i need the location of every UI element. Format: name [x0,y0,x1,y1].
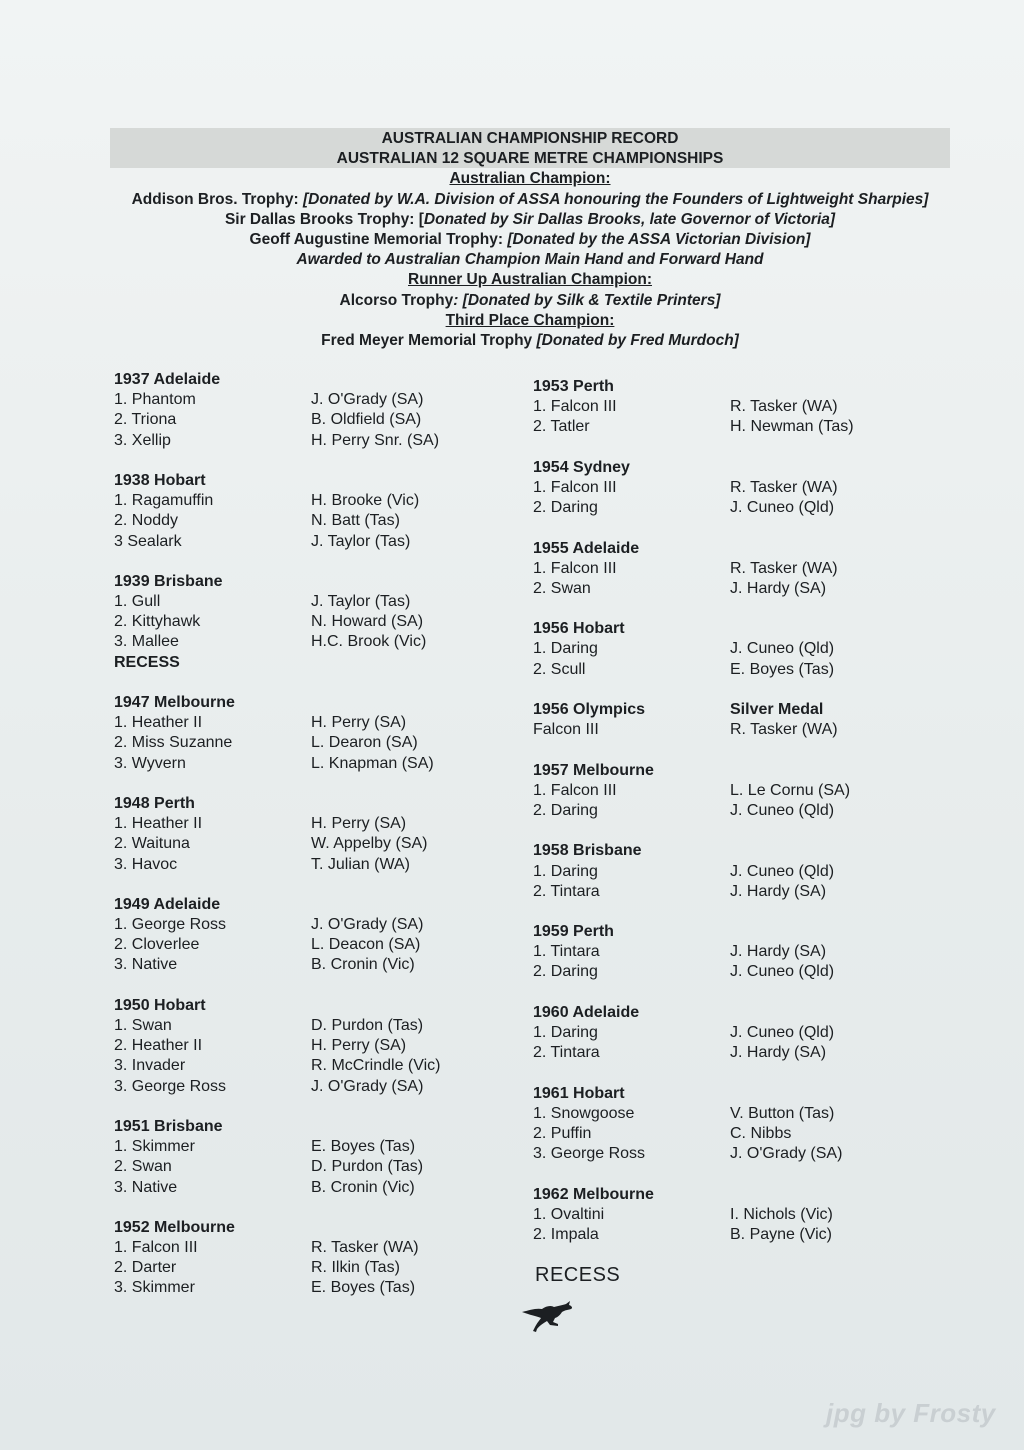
third-place-heading: Third Place Champion: [445,311,615,329]
skipper-name: J. Taylor (Tas) [311,532,411,550]
result-row [114,915,514,935]
addison-trophy: Addison Bros. Trophy: [Donated by W.A. Division of ASSA honouring the Founders of Lightweight Sharpies] [131,190,929,208]
result-row [533,559,933,579]
skipper-name: J. Cuneo (Qld) [730,801,835,819]
boat-name: 1. Skimmer [114,1138,195,1156]
result-row [114,612,514,632]
boat-name: 2. Puffin [533,1124,592,1142]
boat-name: 3. George Ross [533,1145,646,1163]
skipper-name: J. Hardy (SA) [730,579,827,597]
result-row [533,417,933,437]
event-block [114,1218,514,1299]
skipper-name: R. Tasker (WA) [311,1239,419,1257]
meyer-trophy: Fred Meyer Memorial Trophy [Donated by Fred Murdoch] [321,332,739,350]
boat-name: 3. Havoc [114,855,178,873]
result-row [114,733,514,753]
boat-name: 3 Sealark [114,532,182,550]
boat-name: 2. Noddy [114,512,179,530]
watermark: jpg by Frosty [826,1398,996,1428]
boat-name: 1. Daring [533,640,598,658]
boat-name: 1. Falcon III [533,478,617,496]
event-title-left: 1956 Olympics [533,701,646,718]
result-row [533,942,933,962]
boat-name: 2. Darter [114,1259,177,1277]
boat-name: 1. Tintara [533,943,600,961]
skipper-name: B. Payne (Vic) [730,1225,832,1243]
event-block [533,761,933,822]
boat-name: 3. George Ross [114,1077,227,1095]
augustine-trophy: Geoff Augustine Memorial Trophy: [Donated by the ASSA Victorian Division] [249,231,811,249]
result-row [114,855,514,875]
left-results-column [114,370,514,1319]
event-title: 1953 Perth [533,378,614,395]
boat-name: 3. Native [114,1178,178,1196]
skipper-name: L. Le Cornu (SA) [730,781,851,799]
skipper-name: J. Hardy (SA) [730,882,827,900]
skipper-name: N. Howard (SA) [311,613,424,631]
skipper-name: R. Ilkin (Tas) [311,1259,400,1277]
result-row [114,1016,514,1036]
result-row [114,1077,514,1097]
boat-name: 2. Tatler [533,418,590,436]
result-row [114,935,514,955]
boat-name: 1. Falcon III [533,781,617,799]
skipper-name: T. Julian (WA) [311,855,410,873]
boat-name: 3. Xellip [114,431,171,449]
event-block [533,1185,933,1246]
boat-name: 1. George Ross [114,916,227,934]
event-title: 1954 Sydney [533,458,630,476]
skipper-name: R. Tasker (WA) [730,721,838,739]
event-block [533,377,933,438]
skipper-name: L. Knapman (SA) [311,754,434,772]
event-block [114,1117,514,1198]
boat-name: 1. Gull [114,593,161,611]
boat-name: 2. Heather II [114,1037,203,1055]
result-row [533,962,933,982]
event-block [533,700,933,740]
result-row [114,491,514,511]
event-title: 1959 Perth [533,923,614,941]
skipper-name: L. Deacon (SA) [311,936,421,954]
result-row [114,1278,514,1298]
event-title-right: Silver Medal [730,701,824,718]
event-block [114,996,514,1097]
skipper-name: J. O'Grady (SA) [311,1077,424,1095]
skipper-name: R. Tasker (WA) [730,478,838,496]
boat-name: 2. Daring [533,963,598,981]
skipper-name: J. Cuneo (Qld) [730,862,835,880]
recess-label: RECESS [114,653,180,671]
record-title: AUSTRALIAN CHAMPIONSHIP RECORD [381,130,679,147]
right-results-column [533,377,933,1265]
boat-name: 3. Invader [114,1057,186,1075]
result-row [114,1258,514,1278]
boat-name: 2. Impala [533,1225,599,1243]
event-block [114,572,514,653]
result-row [533,1144,933,1164]
skipper-name: B. Oldfield (SA) [311,411,422,429]
skipper-name: H. Perry Snr. (SA) [311,431,440,449]
result-row [114,1157,514,1177]
skipper-name: E. Boyes (Tas) [730,660,835,678]
event-block [114,471,514,552]
boat-name: Falcon III [533,721,599,739]
skipper-name: I. Nichols (Vic) [730,1205,833,1223]
result-row [114,834,514,854]
event-block [533,619,933,680]
skipper-name: D. Purdon (Tas) [311,1017,424,1034]
alcorso-trophy: Alcorso Trophy: [Donated by Silk & Textile Printers] [339,291,721,309]
result-row [533,478,933,498]
event-title: 1947 Melbourne [114,694,235,711]
result-row [533,781,933,801]
event-title: 1961 Hobart [533,1084,625,1102]
event-block [533,1003,933,1064]
skipper-name: B. Cronin (Vic) [311,956,415,974]
champion-heading: Australian Champion: [449,170,611,188]
boat-name: 2. Miss Suzanne [114,734,233,752]
result-row [114,1056,514,1076]
event-block [533,841,933,902]
skipper-name: L. Dearon (SA) [311,734,418,752]
kangaroo-icon [520,1298,574,1334]
event-block [533,922,933,983]
boat-name: 1. Ovaltini [533,1205,605,1223]
skipper-name: H. Newman (Tas) [730,418,854,436]
boat-name: 2. Kittyhawk [114,613,201,631]
skipper-name: H. Brooke (Vic) [311,492,420,510]
result-row [114,814,514,834]
result-row [114,431,514,451]
boat-name: 2. Tintara [533,1044,600,1062]
boat-name: 3. Skimmer [114,1279,195,1297]
result-row [114,410,514,430]
boat-name: 1. Falcon III [533,398,617,416]
championship-title: AUSTRALIAN 12 SQUARE METRE CHAMPIONSHIPS [336,150,724,168]
boat-name: 2. Triona [114,411,177,429]
skipper-name: J. Hardy (SA) [730,943,827,961]
skipper-name: J. O'Grady (SA) [730,1145,843,1163]
boat-name: 2. Daring [533,801,598,819]
result-row [533,1043,933,1063]
boat-name: 2. Cloverlee [114,936,200,954]
boat-name: 2. Swan [114,1158,172,1176]
skipper-name: H. Perry (SA) [311,1037,407,1055]
result-row [114,511,514,531]
skipper-name: C. Nibbs [730,1124,792,1142]
boat-name: 2. Waituna [114,835,190,853]
boat-name: 1. Falcon III [533,559,617,577]
boat-name: 1. Ragamuffin [114,492,214,510]
result-row [114,1137,514,1157]
boat-name: 1. Daring [533,862,598,880]
result-row [533,882,933,902]
boat-name: 1. Daring [533,1024,598,1041]
result-row [533,1205,933,1225]
boat-name: 1. Heather II [114,714,203,732]
event-block [533,458,933,519]
skipper-name: J. Hardy (SA) [730,1044,827,1062]
brooks-trophy: Sir Dallas Brooks Trophy: [Donated by Sir Dallas Brooks, late Governor of Victoria] [224,210,836,228]
result-row [533,1225,933,1245]
result-row [533,397,933,417]
result-row [114,955,514,975]
boat-name: 1. Falcon III [114,1239,198,1257]
event-title: 1937 Adelaide [114,371,221,388]
result-row [114,1178,514,1198]
skipper-name: H. Perry (SA) [311,714,407,732]
skipper-name: W. Appelby (SA) [311,835,428,853]
result-row [114,390,514,410]
result-row [533,639,933,659]
skipper-name: J. O'Grady (SA) [311,916,424,934]
skipper-name: E. Boyes (Tas) [311,1138,416,1156]
result-row [533,498,933,518]
skipper-name: J. Cuneo (Qld) [730,963,835,981]
boat-name: 3. Native [114,956,178,974]
skipper-name: R. McCrindle (Vic) [311,1057,441,1075]
header-block [110,129,950,351]
result-row [533,801,933,821]
event-block [533,539,933,600]
skipper-name: H. Perry (SA) [311,815,407,833]
result-row [533,862,933,882]
skipper-name: E. Boyes (Tas) [311,1279,416,1297]
event-title: 1948 Perth [114,794,195,812]
event-title: 1960 Adelaide [533,1003,640,1021]
skipper-name: J. Cuneo (Qld) [730,640,835,658]
result-row [533,660,933,680]
skipper-name: D. Purdon (Tas) [311,1158,424,1176]
event-title: 1955 Adelaide [533,539,640,557]
skipper-name: J. Cuneo (Qld) [730,499,835,517]
result-row [533,1124,933,1144]
result-row [114,532,514,552]
boat-name: 1. Phantom [114,391,196,409]
runner-up-heading: Runner Up Australian Champion: [408,271,652,289]
event-title: 1952 Melbourne [114,1218,235,1236]
skipper-name: H.C. Brook (Vic) [311,633,427,651]
result-row [114,713,514,733]
event-title: 1962 Melbourne [533,1185,654,1203]
result-row [114,632,514,652]
boat-name: 1. Swan [114,1017,172,1034]
boat-name: 3. Wyvern [114,754,186,772]
result-row [533,720,933,740]
event-title [533,700,933,720]
event-title: 1951 Brisbane [114,1117,223,1135]
result-row [533,579,933,599]
boat-name: 3. Mallee [114,633,179,651]
skipper-name: B. Cronin (Vic) [311,1178,415,1196]
event-title: 1956 Hobart [533,620,625,638]
event-block [114,895,514,976]
event-block [114,370,514,451]
boat-name: 1. Heather II [114,815,203,833]
result-row [533,1104,933,1124]
event-block [114,794,514,875]
skipper-name: J. Taylor (Tas) [311,593,411,611]
result-row [533,1023,933,1043]
event-title: 1957 Melbourne [533,761,654,779]
skipper-name: J. O'Grady (SA) [311,391,424,409]
event-block [533,1084,933,1165]
boat-name: 2. Tintara [533,882,600,900]
skipper-name: V. Button (Tas) [730,1104,835,1122]
result-row [114,1238,514,1258]
boat-name: 2. Swan [533,579,591,597]
skipper-name: R. Tasker (WA) [730,398,838,416]
result-row [114,1036,514,1056]
skipper-name: N. Batt (Tas) [311,512,400,530]
event-title: 1958 Brisbane [533,842,642,860]
event-title: 1950 Hobart [114,996,206,1014]
result-row [114,754,514,774]
awarded-note: Awarded to Australian Champion Main Hand and Forward Hand [296,251,764,269]
event-title: 1938 Hobart [114,471,206,489]
event-title: 1939 Brisbane [114,572,223,590]
skipper-name: R. Tasker (WA) [730,559,838,577]
event-title: 1949 Adelaide [114,895,221,913]
final-recess-label: RECESS [535,1264,621,1286]
boat-name: 2. Daring [533,499,598,517]
boat-name: 1. Snowgoose [533,1104,635,1122]
event-block [114,693,514,774]
result-row [114,592,514,612]
skipper-name: J. Cuneo (Qld) [730,1024,835,1041]
boat-name: 2. Scull [533,660,586,678]
